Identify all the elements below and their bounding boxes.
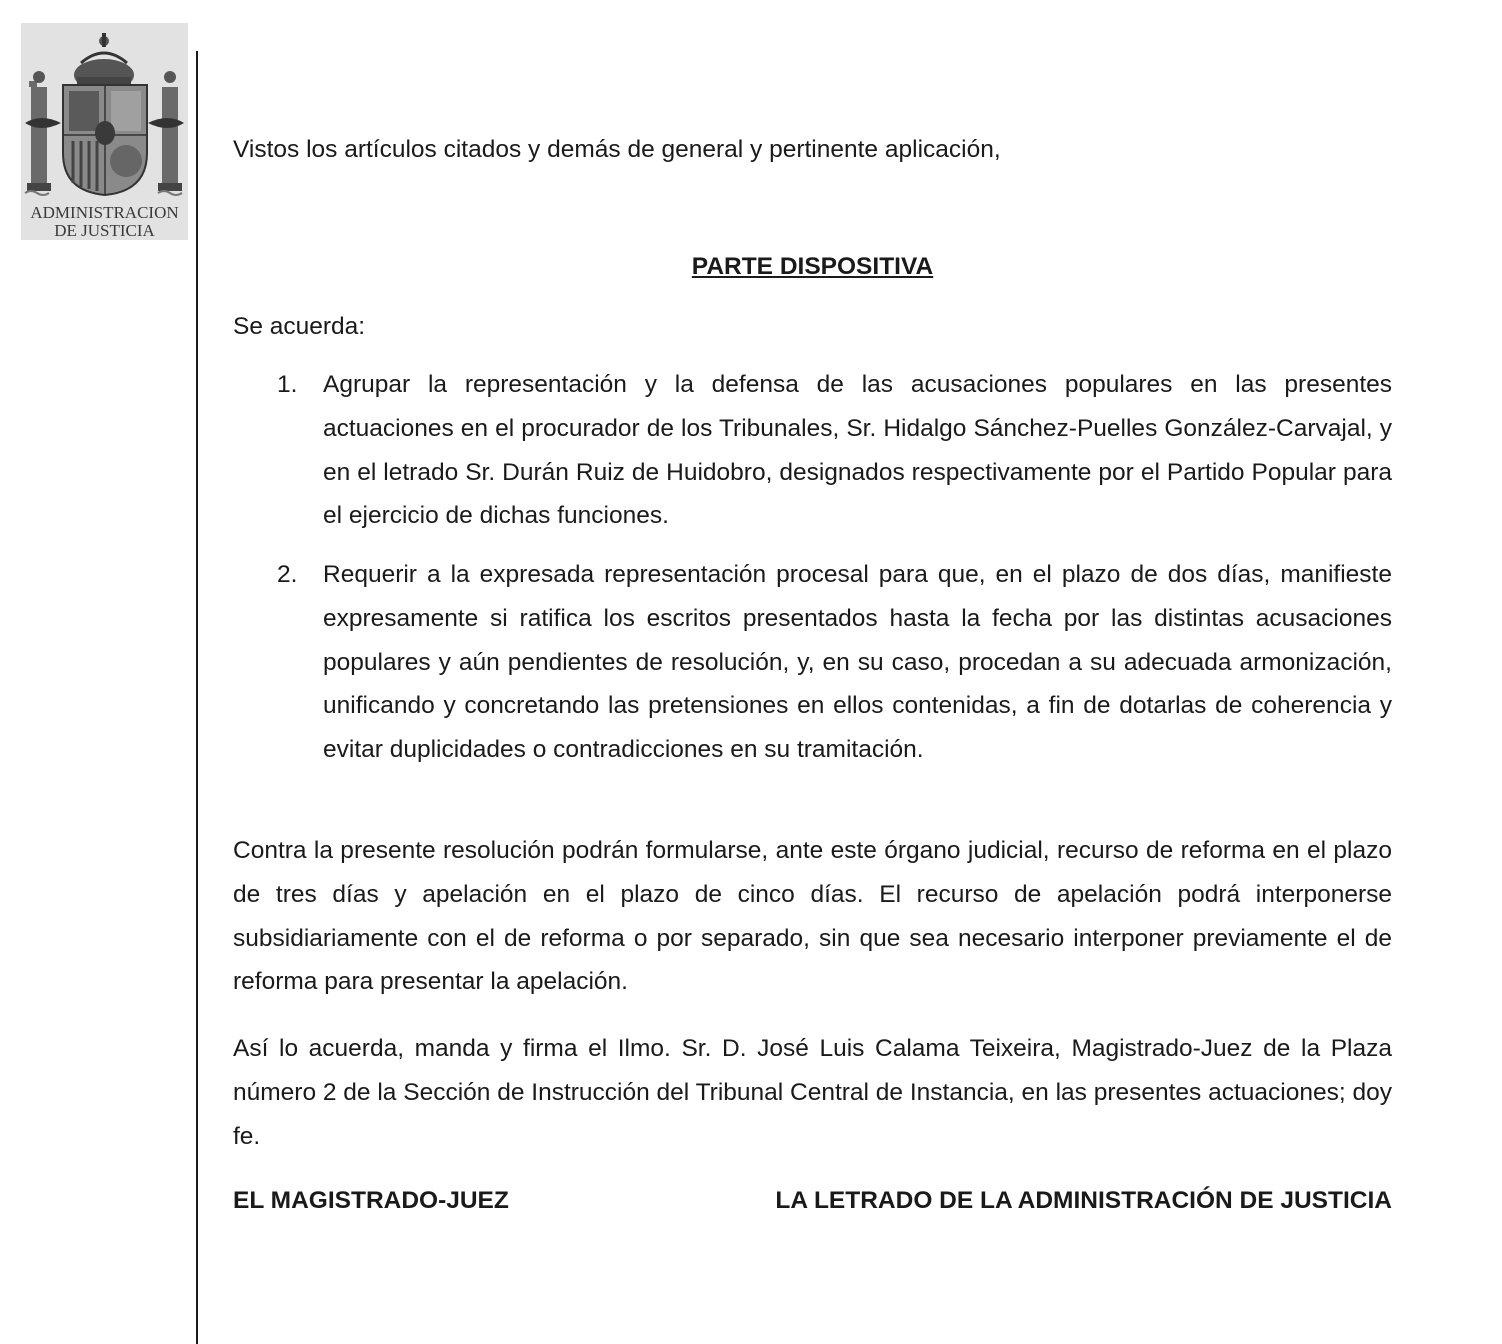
list-item-text: Requerir a la expresada representación procesal para que, en el plazo de dos días, manifieste expresamente si ratifica los escritos presentados hasta la fecha por las distintas acusaciones populares y aún pendientes de resolución, y, en su caso, procedan a su adecuada armonización, unificando y concretando las pretensiones en ellos contenidas, a fin de dotarlas de coherencia y evitar duplicidades o contradicciones en su tramitación. bbox=[323, 561, 1392, 764]
coat-of-arms-icon bbox=[21, 23, 188, 203]
intro-paragraph: Vistos los artículos citados y demás de general y pertinente aplicación, bbox=[233, 136, 1001, 163]
emblem-text-line2: DE JUSTICIA bbox=[54, 221, 155, 240]
list-item-text: Agrupar la representación y la defensa de las acusaciones populares en las presentes actuaciones en el procurador de los Tribunales, Sr. Hidalgo Sánchez-Puelles González-Carvajal, y en el letrado Sr. Durán Ruiz de Huidobro, designados respectivamente por el Partido Popular para el ejercicio de dichas funciones. bbox=[323, 371, 1392, 530]
section-title: PARTE DISPOSITIVA bbox=[691, 253, 934, 280]
list-item-number: 2. bbox=[277, 561, 298, 588]
coat-of-arms-logo bbox=[21, 23, 188, 240]
emblem-text-line1: ADMINISTRACION bbox=[30, 203, 179, 222]
signature-judge: EL MAGISTRADO-JUEZ bbox=[233, 1187, 509, 1214]
agreement-label: Se acuerda: bbox=[233, 313, 366, 340]
list-item-number: 1. bbox=[277, 371, 298, 398]
appeal-paragraph: Contra la presente resolución podrán formularse, ante este órgano judicial, recurso de reforma en el plazo de tres días y apelación en el plazo de cinco días. El recurso de apelación podrá interponerse subsidiariamente con el de reforma o por separado, sin que sea necesario interponer previamente el de reforma para presentar la apelación. bbox=[233, 837, 1392, 996]
closing-paragraph: Así lo acuerda, manda y firma el Ilmo. Sr. D. José Luis Calama Teixeira, Magistrado-Juez de la Plaza número 2 de la Sección de Instrucción del Tribunal Central de Instancia, en las presentes actuaciones; doy fe. bbox=[233, 1035, 1392, 1150]
signature-clerk: LA LETRADO DE LA ADMINISTRACIÓN DE JUSTICIA bbox=[775, 1187, 1392, 1214]
margin-rule bbox=[196, 51, 198, 1344]
